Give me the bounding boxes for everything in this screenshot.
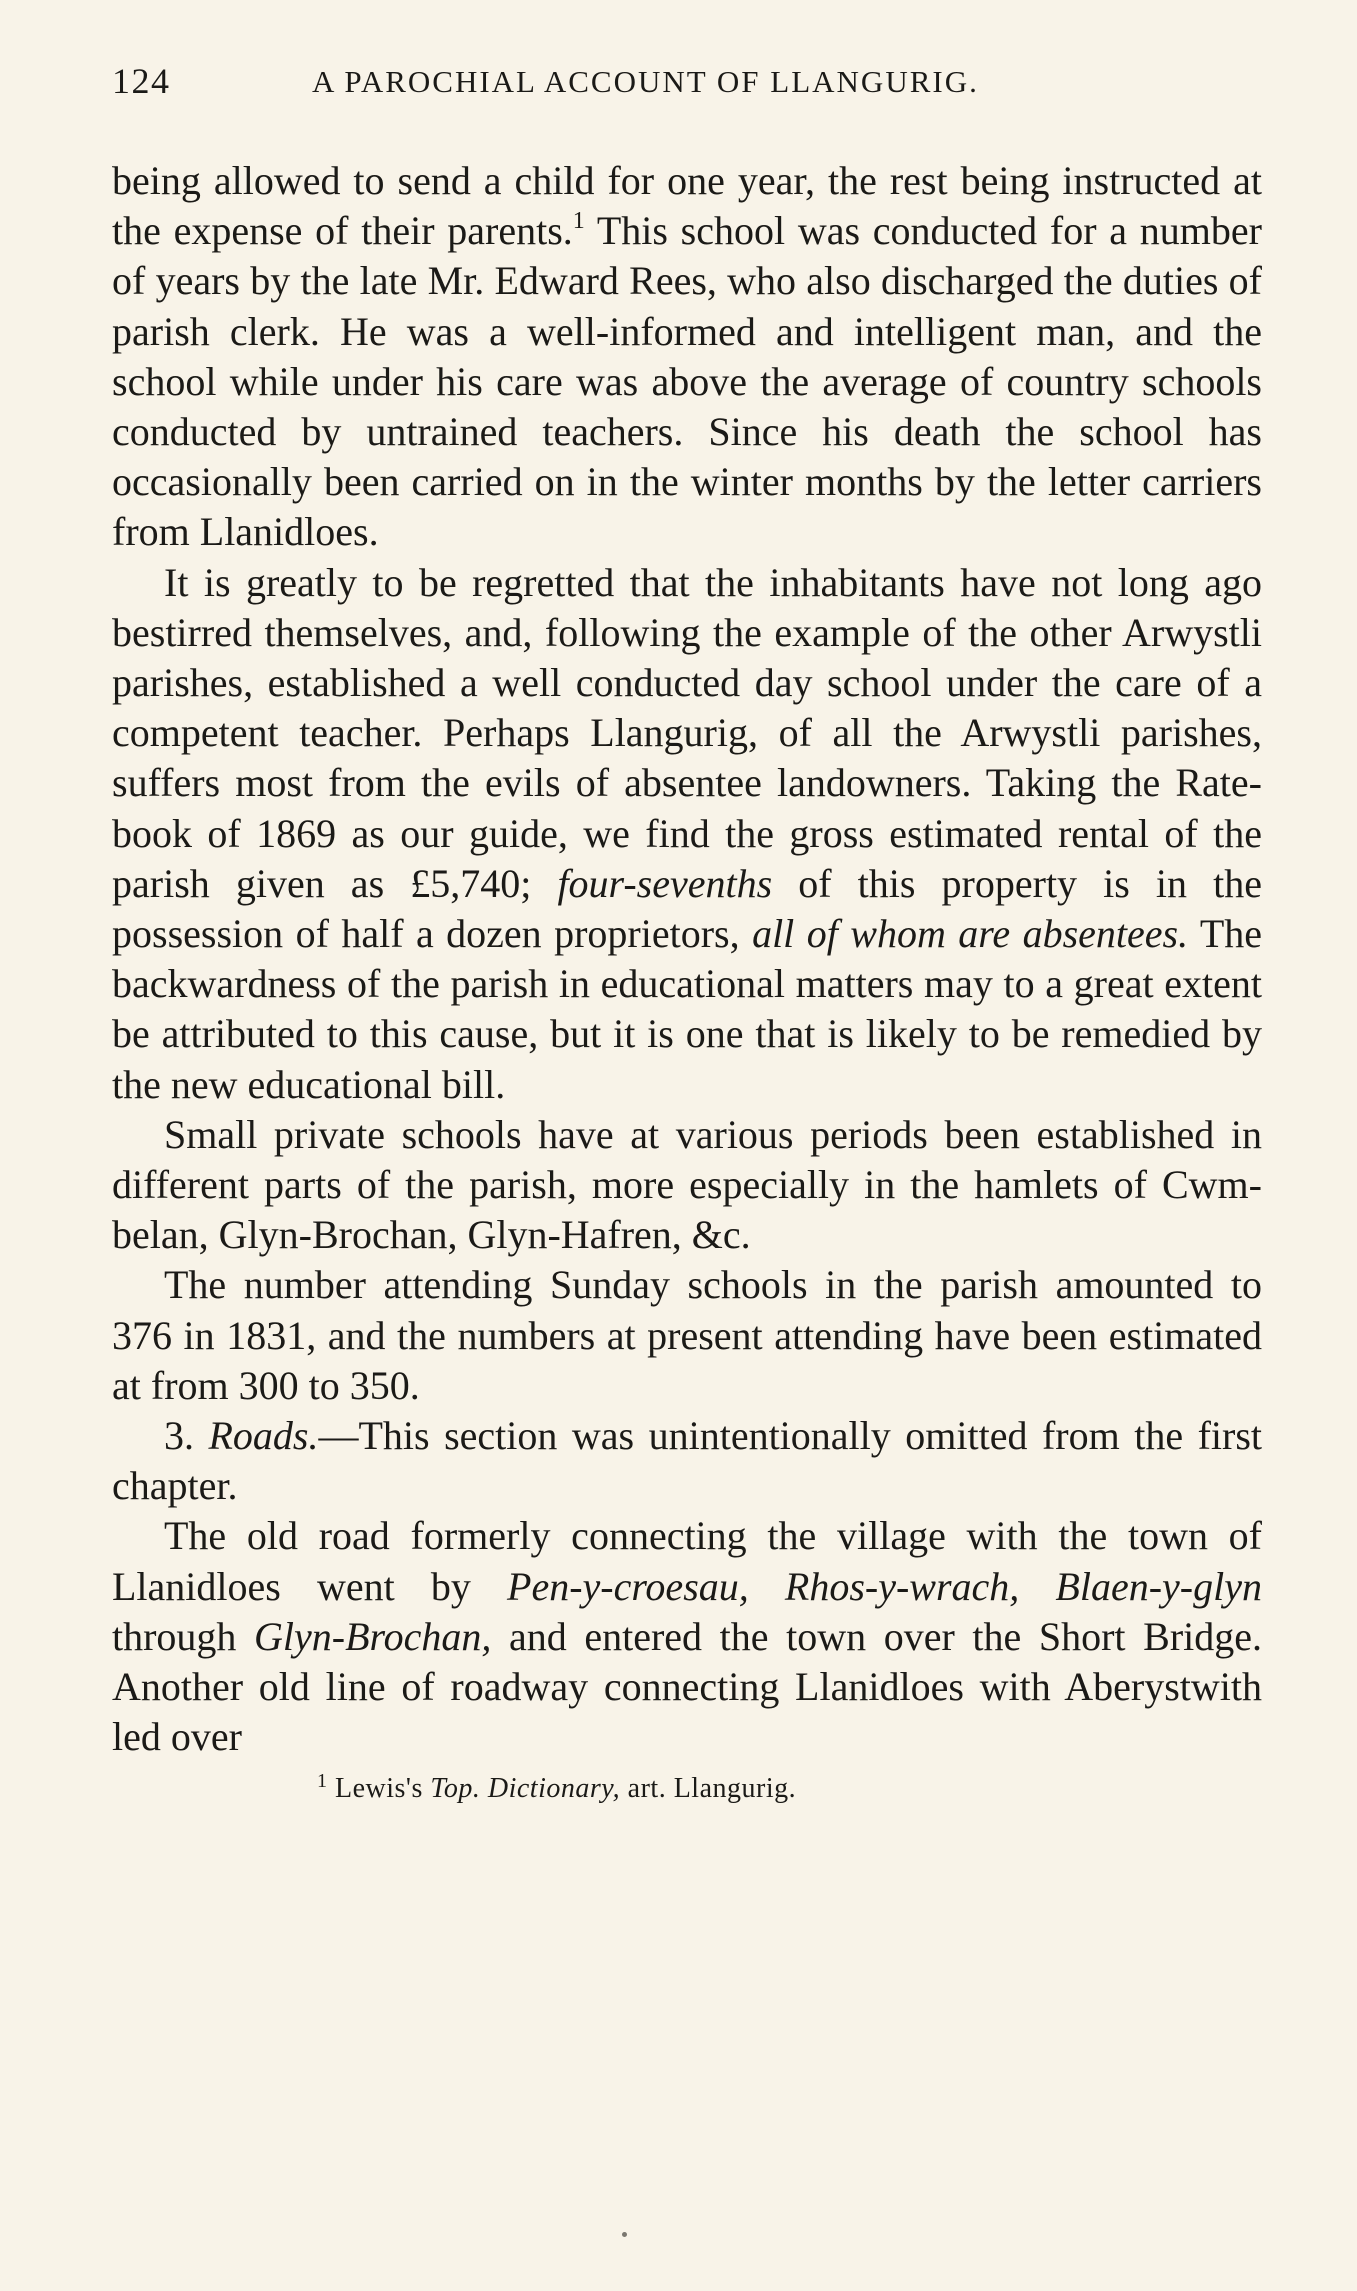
italic-text: Top. Dictionary,	[430, 1772, 621, 1804]
footnote-marker: 1	[572, 208, 585, 235]
page-number: 124	[112, 61, 171, 101]
running-header	[112, 60, 1262, 110]
text-run: of this property is in the possession of half a dozen proprietors,	[112, 860, 1262, 957]
text-run: Lewis's	[327, 1772, 431, 1804]
paragraph	[112, 1110, 1262, 1261]
italic-text: Roads.	[208, 1413, 319, 1459]
text-run: and entered the town over the Short Bridge. Another old line of roadway connecting Llanidloes with Aberystwith led over	[112, 1613, 1263, 1760]
text-run: The old road formerly connecting the village with the town of Llanidloes went by	[112, 1513, 1262, 1609]
paragraph	[112, 1511, 1262, 1762]
text-run: Small private schools have at various periods been established in different parts of the parish, more especially in the hamlets of Cwm-belan, Glyn-Brochan, Glyn-Hafren, &c.	[112, 1111, 1262, 1258]
text-run: This school was conducted for a number of years by the late Mr. Edward Rees, who also discharged the duties of parish clerk. He was a well-informed and intelligent man, and the school while under his care was above the average of country schools conducted by untrained teachers. Since his death the school has occasionally been carried on in the winter months by the letter carriers from Llanidloes.	[112, 208, 1262, 555]
paragraph	[112, 1411, 1262, 1511]
paragraph	[112, 1260, 1262, 1411]
italic-text: four-sevenths	[557, 860, 773, 906]
paper-speck	[622, 2232, 627, 2237]
footnote	[112, 1771, 1262, 1807]
text-run: —This section was unintentionally omitted from the first chapter.	[112, 1413, 1263, 1509]
text-run: The backwardness of the parish in educational matters may to a great extent be attributed to this cause, but it is one that is likely to be remedied by the new educational bill.	[112, 911, 1263, 1107]
text-run: through	[112, 1613, 255, 1659]
italic-text: all of whom are absentees.	[752, 911, 1189, 957]
text-run: art. Llangurig.	[620, 1772, 797, 1804]
body-text	[112, 156, 1262, 1763]
text-run: The number attending Sunday schools in the parish amounted to 376 in 1831, and the numbers at present attending have been estimated at from 300 to 350.	[112, 1262, 1262, 1408]
footnote-marker: 1	[317, 1769, 328, 1792]
running-title: A PAROCHIAL ACCOUNT OF LLANGURIG.	[312, 64, 979, 99]
paragraph	[112, 558, 1262, 1110]
text-run: It is greatly to be regretted that the inhabitants have not long ago bestirred themselves, and, following the example of the other Arwystli parishes, established a well conducted day school under the care of a competent teacher. Perhaps Llangurig, of all the Arwystli parishes, suffers most from the evils of absentee landowners. Taking the Rate-book of 1869 as our guide, we find the gross estimated rental of the parish given as £5,740;	[112, 559, 1262, 906]
text-run: being allowed to send a child for one year, the rest being instructed at the expense of their parents.	[112, 158, 1262, 254]
italic-text: Glyn-Brochan,	[254, 1613, 492, 1659]
book-page	[112, 60, 1262, 1807]
text-run: 3.	[164, 1413, 209, 1459]
italic-text: Pen-y-croesau, Rhos-y-wrach, Blaen-y-glyn	[507, 1563, 1262, 1609]
paragraph	[112, 156, 1262, 558]
